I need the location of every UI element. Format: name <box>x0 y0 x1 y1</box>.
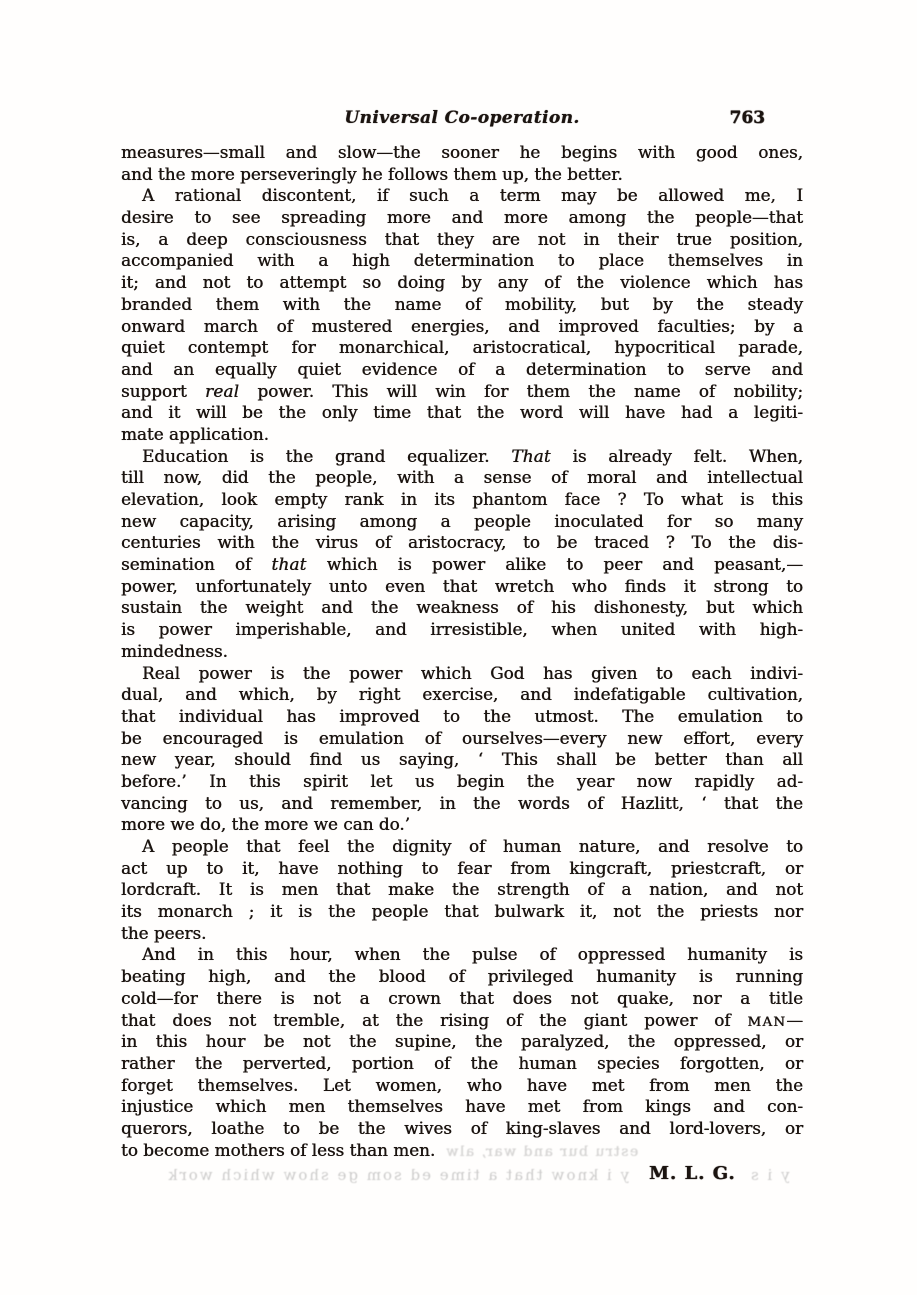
bleedthrough-text-left: y i know that a time ed som ge show which work <box>166 1166 629 1185</box>
text-line: dual, and which, by right exercise, and indefatigable cultivation, <box>121 684 803 705</box>
text-line: A rational discontent, if such a term may be allowed me, I <box>142 185 803 206</box>
text-line: quiet contempt for monarchical, aristocratical, hypocritical parade, <box>121 337 803 358</box>
text-line: new year, should find us saying, ‘ This shall be better than all <box>121 749 803 770</box>
text-line: is, a deep consciousness that they are not in their true position, <box>121 228 803 249</box>
text-line: its monarch ; it is the people that bulwark it, not the priests nor <box>121 901 803 922</box>
text-line: sustain the weight and the weakness of his dishonesty, but which <box>121 597 803 618</box>
header-title: Universal Co-operation. <box>344 108 580 128</box>
text-line: till now, did the people, with a sense of moral and intellectual <box>121 467 803 488</box>
body-text <box>121 142 803 1161</box>
signature-row <box>121 1163 803 1189</box>
text-line: elevation, look empty rank in its phantom face ? To what is this <box>121 489 803 509</box>
text-line: before.’ In this spirit let us begin the year now rapidly ad- <box>121 770 803 791</box>
text-line: be encouraged is emulation of ourselves—every new effort, every <box>121 727 803 748</box>
text-line: and an equally quiet evidence of a determination to serve and <box>121 358 803 379</box>
text-line: branded them with the name of mobility, but by the steady <box>121 293 803 314</box>
text-line: power, unfortunately unto even that wretch who finds it strong to <box>121 575 803 596</box>
text-line: centuries with the virus of aristocracy, to be traced ? To the dis- <box>121 532 803 553</box>
paragraph <box>121 446 803 663</box>
paragraph <box>121 944 803 1161</box>
bleedthrough-text-inline: estru bur and war, alw <box>445 1143 639 1160</box>
text-line: accompanied with a high determination to place themselves in <box>121 250 803 271</box>
text-line: mindedness. <box>121 640 228 661</box>
text-line: mate application. <box>121 423 269 444</box>
paragraph <box>121 836 803 944</box>
text-line: it; and not to attempt so doing by any of the violence which has <box>121 272 803 293</box>
text-line: beating high, and the blood of privileged humanity is running <box>121 966 803 987</box>
text-line: cold—for there is not a crown that does not quake, nor a title <box>121 987 803 1008</box>
paragraph <box>121 142 803 185</box>
text-line: and it will be the only time that the word will have had a legiti- <box>121 402 803 423</box>
text-line: new capacity, arising among a people inoculated for so many <box>121 510 803 531</box>
text-line: Real power is the power which God has given to each indivi- <box>142 662 803 683</box>
text-line: And in this hour, when the pulse of oppressed humanity is <box>142 944 803 965</box>
text-line: the peers. <box>121 922 207 943</box>
text-line: Education is the grand equalizer. That is already felt. When, <box>142 445 803 466</box>
text-line: measures—small and slow—the sooner he begins with good ones, <box>121 142 803 162</box>
text-line: rather the perverted, portion of the human species forgotten, or <box>121 1052 803 1073</box>
text-line: is power imperishable, and irresistible, when united with high- <box>121 619 803 640</box>
text-line: that does not tremble, at the rising of the giant power of MAN— <box>121 1009 803 1030</box>
text-line: injustice which men themselves have met from kings and con- <box>121 1096 803 1117</box>
text-line: more we do, the more we can do.’ <box>121 814 410 835</box>
paragraph <box>121 185 803 445</box>
text-line: to become mothers of less than men. estru bur and war, alw <box>121 1140 803 1162</box>
text-block <box>121 108 803 1189</box>
text-line: act up to it, have nothing to fear from kingcraft, priestcraft, or <box>121 857 803 878</box>
text-line: that individual has improved to the utmost. The emulation to <box>121 705 803 726</box>
text-line: onward march of mustered energies, and improved faculties; by a <box>121 315 803 336</box>
bleedthrough-text-right: y i s <box>749 1166 790 1185</box>
text-line: A people that feel the dignity of human nature, and resolve to <box>142 836 803 856</box>
text-line: support real power. This will win for them the name of nobility; <box>121 380 803 401</box>
page-number: 763 <box>729 108 765 128</box>
text-line: lordcraft. It is men that make the strength of a nation, and not <box>121 879 803 900</box>
running-header <box>121 108 803 142</box>
text-line: in this hour be not the supine, the paralyzed, the oppressed, or <box>121 1031 803 1052</box>
paragraph <box>121 663 803 837</box>
text-line: desire to see spreading more and more among the people—that <box>121 207 803 228</box>
author-initials: M. L. G. <box>649 1163 736 1185</box>
text-line: querors, loathe to be the wives of king-slaves and lord-lovers, or <box>121 1117 803 1138</box>
text-line: vancing to us, and remember, in the words of Hazlitt, ‘ that the <box>121 792 803 813</box>
text-line: semination of that which is power alike to peer and peasant,— <box>121 554 804 575</box>
text-line: and the more perseveringly he follows them up, the better. <box>121 163 623 184</box>
text-line: forget themselves. Let women, who have met from men the <box>121 1074 803 1095</box>
